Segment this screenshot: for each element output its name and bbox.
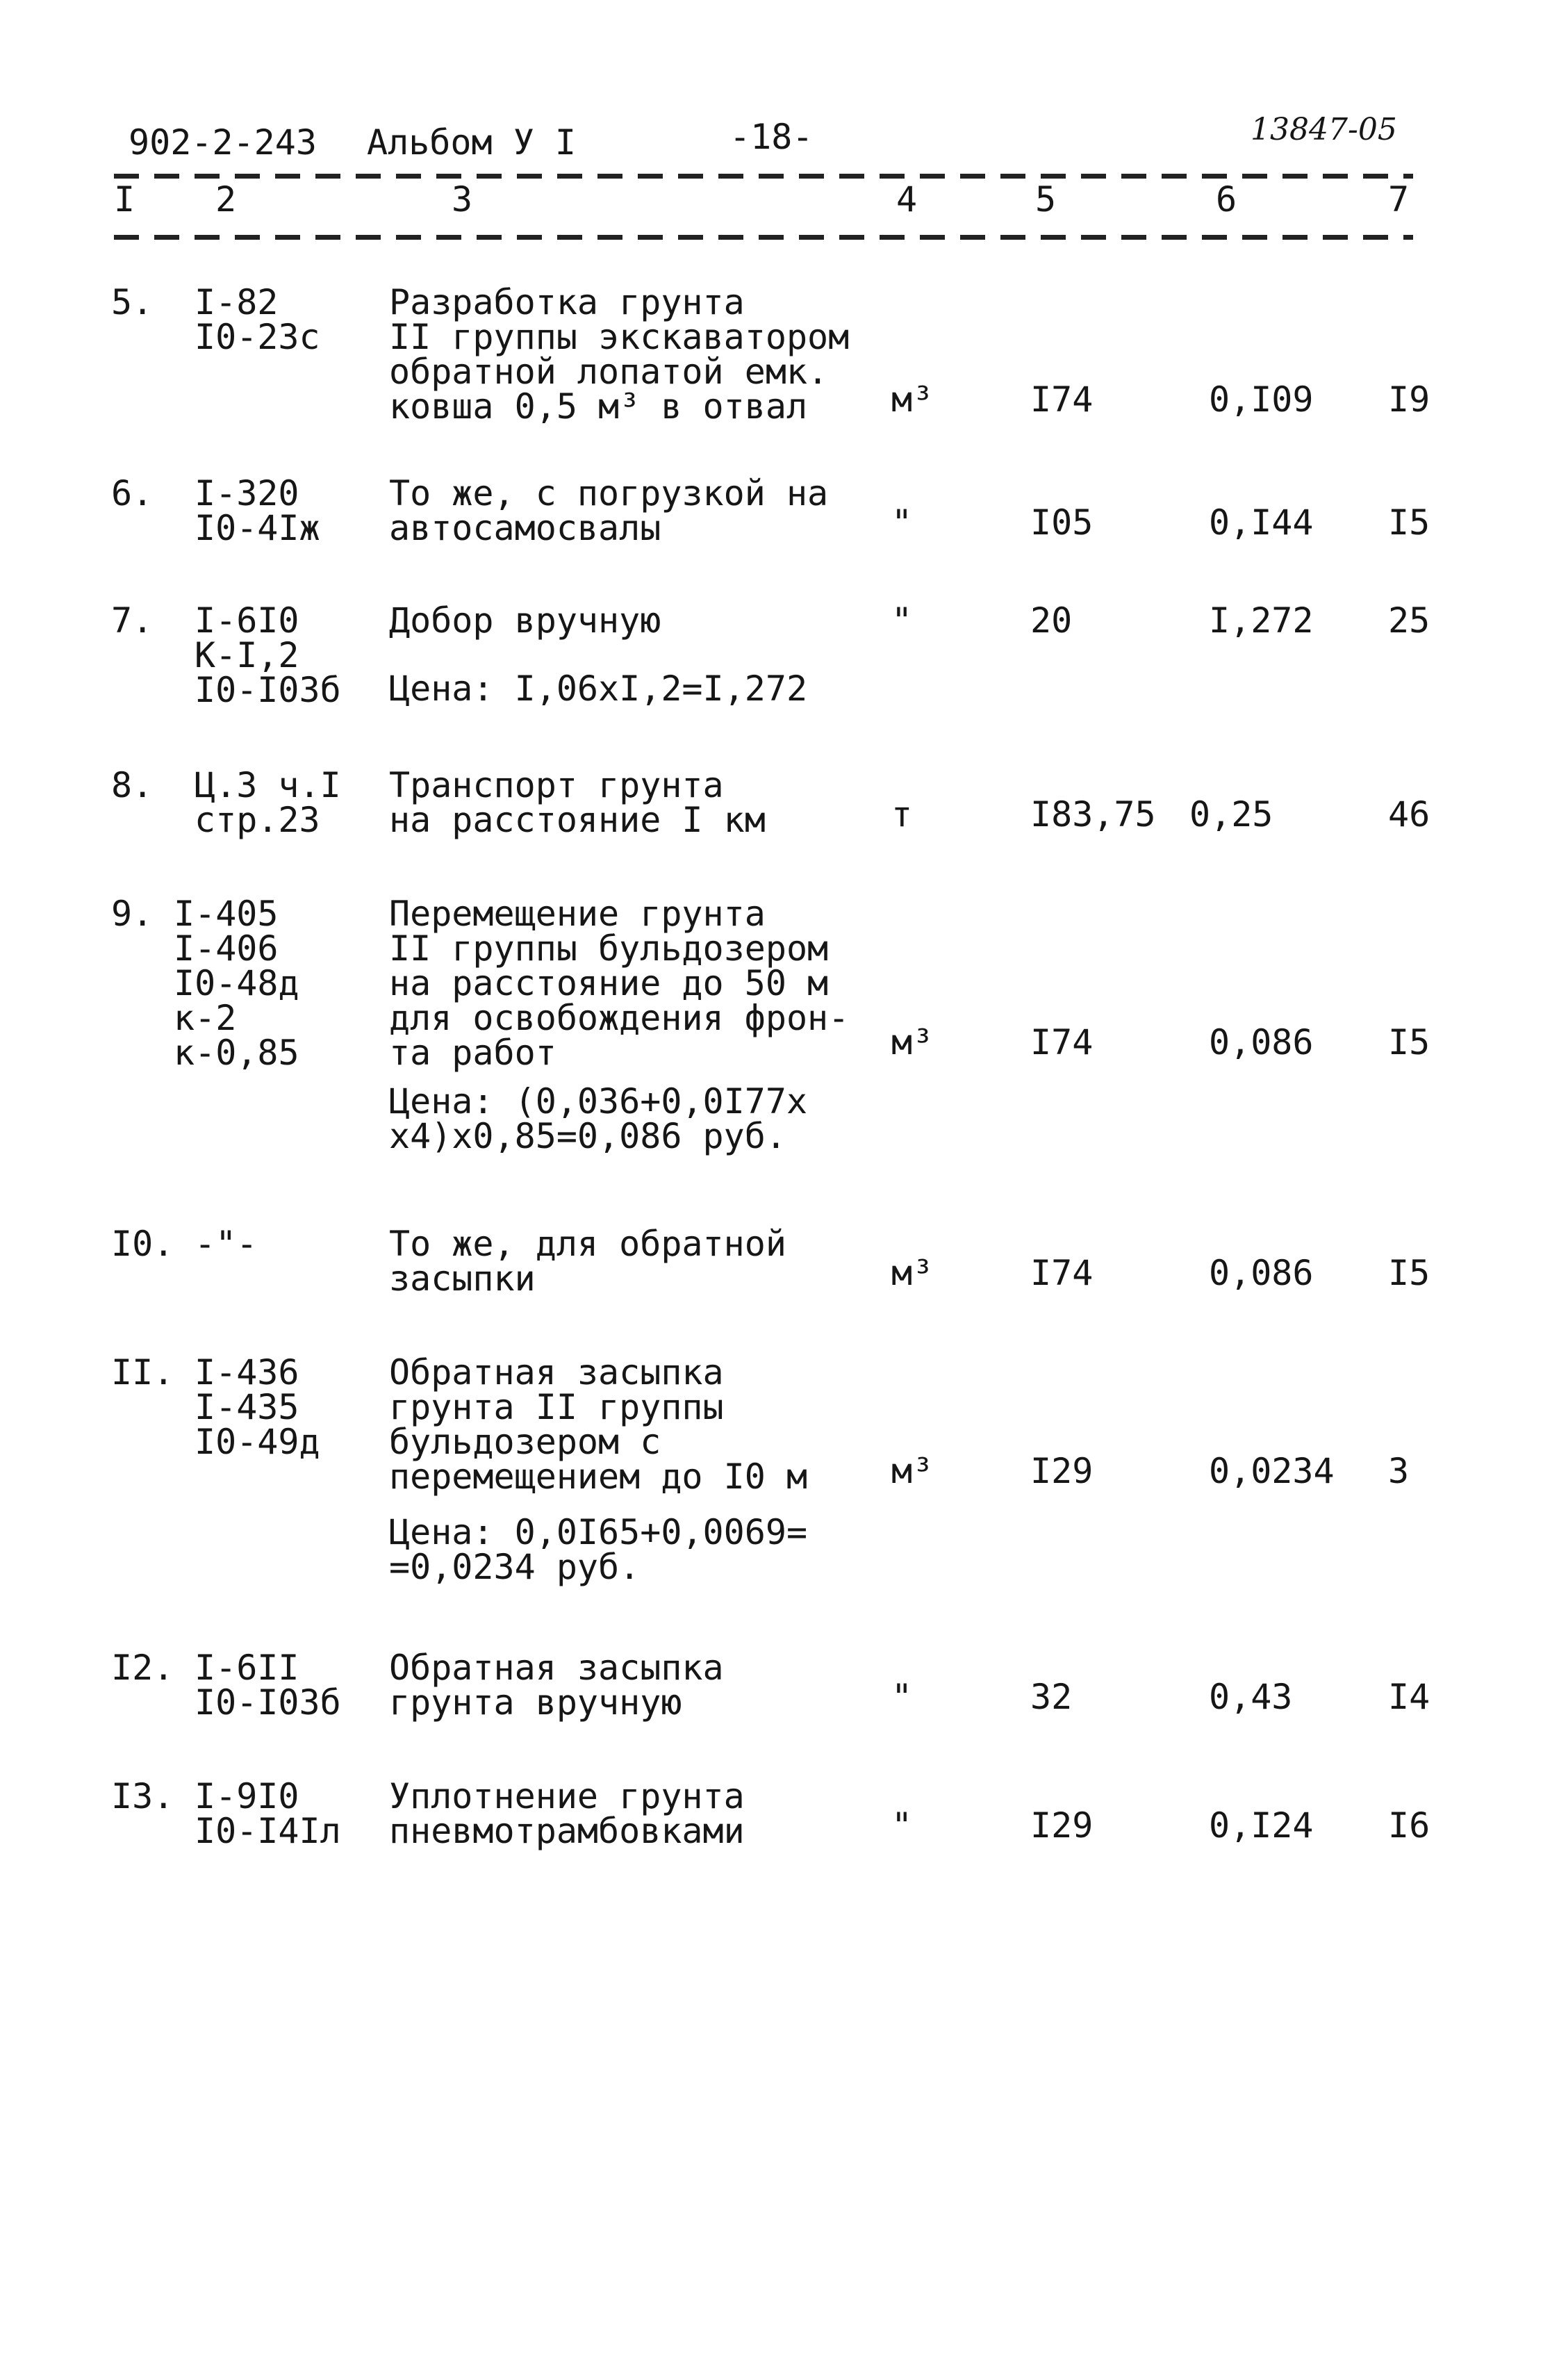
row-total: I5 (1388, 1253, 1430, 1293)
row-price: 0,I44 (1209, 502, 1314, 543)
row-price: 0,25 (1189, 794, 1273, 835)
row-code: I-9I0 I0-I4Iл (195, 1776, 341, 1851)
row-number: I3. (111, 1776, 174, 1816)
row-quantity: I74 (1030, 1253, 1094, 1293)
row-total: I5 (1388, 502, 1430, 543)
row-quantity: I74 (1030, 1022, 1094, 1062)
row-number: 9. (111, 894, 154, 934)
row-quantity: I83,75 (1030, 794, 1156, 835)
row-code: Ц.3 ч.I стр.23 (195, 765, 341, 840)
row-price: 0,I24 (1209, 1805, 1314, 1846)
row-number: I2. (111, 1648, 174, 1688)
row-unit: м³ (891, 1022, 934, 1062)
row-unit: м³ (891, 1253, 934, 1293)
page-number: -18- (729, 117, 814, 157)
row-description: Обратная засыпка грунта II группы бульдозером с перемещением до I0 м (389, 1352, 808, 1497)
row-code: -"- (195, 1224, 258, 1264)
row-price: 0,0234 (1209, 1451, 1335, 1491)
row-code: I-405 I-406 I0-48д к-2 к-0,85 (174, 894, 299, 1073)
row-description: Обратная засыпка грунта вручную (389, 1648, 724, 1723)
row-quantity: I05 (1030, 502, 1094, 543)
row-code: I-6II I0-I03б (195, 1648, 341, 1723)
row-description: Перемещение грунта II группы бульдозером на расстояние до 50 м для освобождения фрон- та работ (389, 894, 850, 1073)
row-number: 8. (111, 765, 154, 805)
row-total: I9 (1388, 379, 1430, 420)
row-price: 0,I09 (1209, 379, 1314, 420)
row-total: 25 (1388, 600, 1430, 641)
row-quantity: I29 (1030, 1805, 1094, 1846)
column-header-1: I (114, 179, 135, 220)
row-code: I-82 I0-23с (195, 282, 320, 357)
row-description: Разработка грунта II группы экскаватором обратной лопатой емк. ковша 0,5 м³ в отвал (389, 282, 850, 427)
row-unit: " (891, 1677, 913, 1717)
row-unit: т (891, 794, 913, 835)
row-number: 5. (111, 282, 154, 322)
row-number: 6. (111, 473, 154, 514)
row-number: II. (111, 1352, 174, 1393)
row-total: 46 (1388, 794, 1430, 835)
row-total: I5 (1388, 1022, 1430, 1062)
column-header-3: 3 (452, 179, 473, 220)
handwritten-code: 13847-05 (1251, 112, 1397, 147)
row-total: 3 (1388, 1451, 1410, 1491)
row-number: I0. (111, 1224, 174, 1264)
row-total: I6 (1388, 1805, 1430, 1846)
row-price: 0,086 (1209, 1022, 1314, 1062)
album-label: Альбом У I (367, 122, 577, 163)
row-description: Уплотнение грунта пневмотрамбовками (389, 1776, 745, 1851)
row-description: То же, с погрузкой на автосамосвалы (389, 473, 829, 548)
row-unit: м³ (891, 379, 934, 420)
column-header-2: 2 (215, 179, 237, 220)
document-number: 902-2-243 (129, 122, 317, 163)
row-number: 7. (111, 600, 154, 641)
row-price: 0,43 (1209, 1677, 1293, 1717)
price-note: Цена: (0,036+0,0I77х х4)х0,85=0,086 руб. (389, 1081, 808, 1156)
row-quantity: I29 (1030, 1451, 1094, 1491)
header-bottom-divider (114, 235, 1413, 240)
row-description: Добор вручную (389, 600, 661, 641)
row-unit: " (891, 600, 913, 641)
row-code: I-436 I-435 I0-49д (195, 1352, 320, 1462)
row-unit: м³ (891, 1451, 934, 1491)
row-unit: " (891, 1805, 913, 1846)
column-header-6: 6 (1216, 179, 1237, 220)
row-description: Транспорт грунта на расстояние I км (389, 765, 766, 840)
column-header-5: 5 (1035, 179, 1057, 220)
row-quantity: 32 (1030, 1677, 1073, 1717)
header-top-divider (114, 174, 1413, 179)
row-unit: " (891, 502, 913, 543)
row-price: 0,086 (1209, 1253, 1314, 1293)
column-header-7: 7 (1388, 179, 1410, 220)
row-quantity: I74 (1030, 379, 1094, 420)
row-description: То же, для обратной засыпки (389, 1224, 786, 1299)
row-quantity: 20 (1030, 600, 1073, 641)
row-total: I4 (1388, 1677, 1430, 1717)
price-note: Цена: I,06хI,2=I,272 (389, 668, 808, 709)
price-note: Цена: 0,0I65+0,0069= =0,0234 руб. (389, 1512, 808, 1587)
row-code: I-320 I0-4Iж (195, 473, 320, 548)
row-price: I,272 (1209, 600, 1314, 641)
row-code: I-6I0 К-I,2 I0-I03б (195, 600, 341, 710)
column-header-4: 4 (896, 179, 918, 220)
